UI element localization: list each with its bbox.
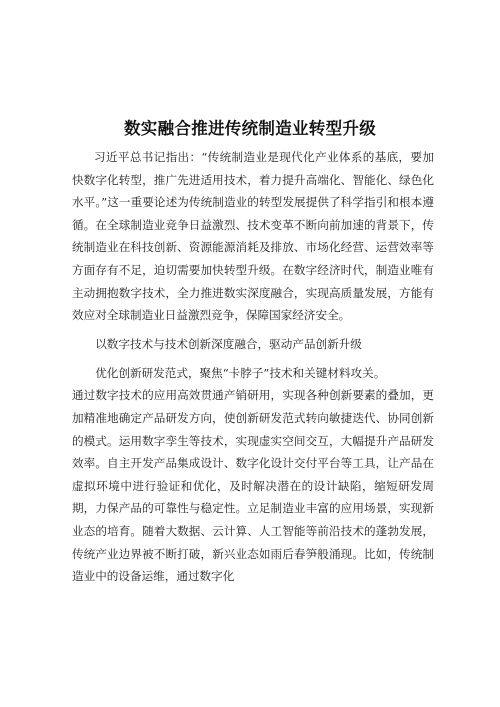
subsection-lead: 优化创新研发范式，聚焦“卡脖子”技术和关键材料攻关。 (95, 365, 386, 380)
document-body (72, 146, 434, 588)
intro-paragraph: 习近平总书记指出：“传统制造业是现代化产业体系的基底，要加快数字化转型，推广先进适用技术，着力提升高端化、智能化、绿色化水平。”这一重要论述为传统制造业的转型发展提供了科学指引和根本遵循。在全球制造业竞争日益激烈、技术变革不断向前加速的背景下，传统制造业在科技创新、资源能源消耗及排放、市场化经营、运营效率等方面存有不足，迫切需要加快转型升级。在数字经济时代，制造业唯有主动拥抱数字技术，全力推进数实深度融合，实现高质量发展，方能有效应对全球制造业日益激烈竞争，保障国家经济安全。 (72, 150, 434, 323)
document-title: 数实融合推进传统制造业转型升级 (124, 119, 376, 138)
section-heading: 以数字技术与技术创新深度融合，驱动产品创新升级 (95, 336, 362, 351)
body-paragraph: 通过数字技术的应用高效贯通产销研用，实现各种创新要素的叠加，更加精准地确定产品研发方向，使创新研发范式转向敏捷迭代、协同创新的模式。运用数字孪生等技术，实现虚实空间交互，大幅提升产品研发效率。自主开发产品集成设计、数字化设计交付平台等工具，让产品在虚拟环境中进行验证和优化，及时解决潜在的设计缺陷，缩短研发周期，力保产品的可靠性与稳定性。立足制造业丰富的应用场景，实现新业态的培育。随着大数据、云计算、人工智能等前沿技术的蓬勃发展，传统产业边界被不断打破，新兴业态如雨后春笋般涌现。比如，传统制造业中的设备运维，通过数字化 (72, 388, 434, 584)
